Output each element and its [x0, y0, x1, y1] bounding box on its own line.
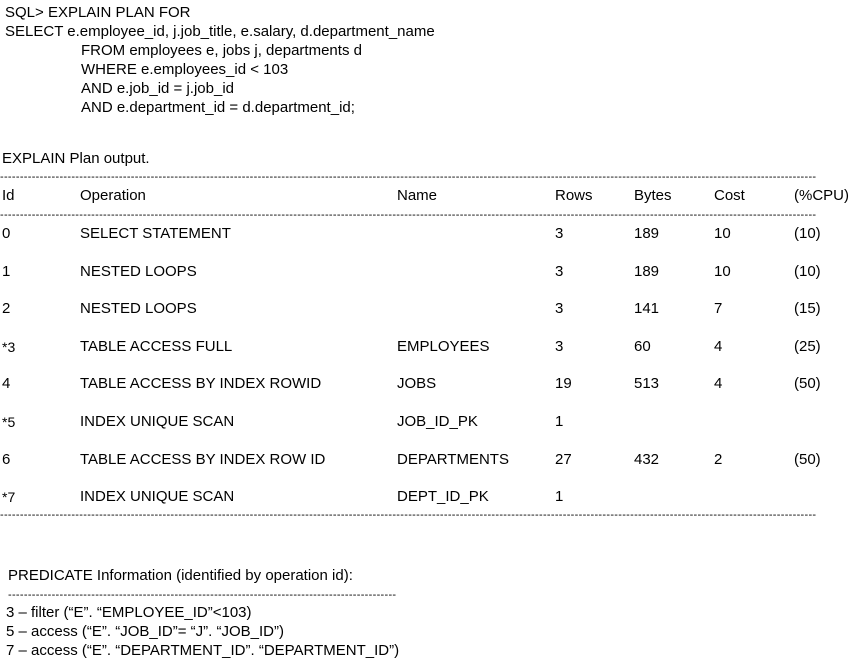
- sql-from-line: FROM employees e, jobs j, departments d: [81, 42, 362, 59]
- header-bytes: Bytes: [634, 187, 672, 204]
- cell-operation: INDEX UNIQUE SCAN: [80, 413, 235, 430]
- cell-id: 0: [2, 225, 11, 242]
- cell-operation: NESTED LOOPS: [80, 263, 197, 280]
- cell-operation: TABLE ACCESS BY INDEX ROWID: [80, 375, 322, 392]
- cell-operation: SELECT STATEMENT: [80, 225, 231, 242]
- sql-and-line-2: AND e.department_id = d.department_id;: [81, 99, 355, 116]
- cell-id: *7: [2, 489, 16, 505]
- header-name: Name: [397, 187, 438, 204]
- cell-operation: INDEX UNIQUE SCAN: [80, 488, 235, 505]
- sql-and-line-1: AND e.job_id = j.job_id: [81, 80, 235, 97]
- cell-cpu: (15): [794, 300, 821, 317]
- cell-operation: TABLE ACCESS BY INDEX ROW ID: [80, 451, 326, 468]
- cell-name: EMPLOYEES: [397, 338, 490, 355]
- cell-bytes: 432: [634, 451, 660, 468]
- cell-cpu: (50): [794, 451, 821, 468]
- header-operation: Operation: [80, 187, 146, 204]
- sql-prompt: SQL> EXPLAIN PLAN FOR: [5, 4, 191, 21]
- cell-cpu: (50): [794, 375, 821, 392]
- cell-cost: 2: [714, 451, 723, 468]
- cell-operation: TABLE ACCESS FULL: [80, 338, 233, 355]
- cell-rows: 19: [555, 375, 572, 392]
- cell-rows: 3: [555, 300, 564, 317]
- cell-id: 1: [2, 263, 11, 280]
- predicate-title: PREDICATE Information (identified by operation id):: [8, 567, 353, 584]
- cell-name: JOB_ID_PK: [397, 413, 478, 430]
- predicate-line-5: 5 – access (“E”. “JOB_ID”= “J”. “JOB_ID”): [6, 623, 284, 640]
- predicate-separator: --------------------------------------------------------------------------------------------------: [8, 589, 397, 601]
- cell-rows: 3: [555, 338, 564, 355]
- cell-rows: 3: [555, 263, 564, 280]
- cell-cpu: (10): [794, 225, 821, 242]
- cell-cost: 7: [714, 300, 723, 317]
- cell-id: *5: [2, 414, 16, 430]
- plan-top-separator: --------------------------------------------------------------------------------------------------------------------------------------------------------------------------------------------------------------: [0, 171, 817, 183]
- cell-cpu: (10): [794, 263, 821, 280]
- cell-id: 6: [2, 451, 11, 468]
- plan-header-separator: --------------------------------------------------------------------------------------------------------------------------------------------------------------------------------------------------------------: [0, 209, 817, 221]
- cell-id: 4: [2, 375, 11, 392]
- header-rows: Rows: [555, 187, 593, 204]
- cell-name: JOBS: [397, 375, 437, 392]
- cell-cost: 4: [714, 338, 723, 355]
- header-cpu: (%CPU): [794, 187, 849, 204]
- cell-bytes: 189: [634, 263, 660, 280]
- cell-id: 2: [2, 300, 11, 317]
- cell-rows: 1: [555, 488, 564, 505]
- cell-cost: 4: [714, 375, 723, 392]
- sql-where-line: WHERE e.employees_id < 103: [81, 61, 289, 78]
- cell-bytes: 141: [634, 300, 660, 317]
- cell-name: DEPARTMENTS: [397, 451, 509, 468]
- cell-bytes: 189: [634, 225, 660, 242]
- cell-rows: 1: [555, 413, 564, 430]
- header-cost: Cost: [714, 187, 745, 204]
- cell-bytes: 513: [634, 375, 660, 392]
- cell-bytes: 60: [634, 338, 651, 355]
- cell-cost: 10: [714, 225, 731, 242]
- predicate-line-7: 7 – access (“E”. “DEPARTMENT_ID”. “DEPARTMENT_ID”): [6, 642, 400, 659]
- cell-name: DEPT_ID_PK: [397, 488, 489, 505]
- cell-cost: 10: [714, 263, 731, 280]
- header-id: Id: [2, 187, 15, 204]
- cell-id: *3: [2, 339, 16, 355]
- plan-title: EXPLAIN Plan output.: [2, 150, 150, 167]
- sql-select-line: SELECT e.employee_id, j.job_title, e.salary, d.department_name: [5, 23, 435, 40]
- cell-rows: 27: [555, 451, 572, 468]
- cell-cpu: (25): [794, 338, 821, 355]
- cell-rows: 3: [555, 225, 564, 242]
- predicate-line-3: 3 – filter (“E”. “EMPLOYEE_ID”<103): [6, 604, 252, 621]
- plan-bottom-separator: --------------------------------------------------------------------------------------------------------------------------------------------------------------------------------------------------------------: [0, 509, 817, 521]
- cell-operation: NESTED LOOPS: [80, 300, 197, 317]
